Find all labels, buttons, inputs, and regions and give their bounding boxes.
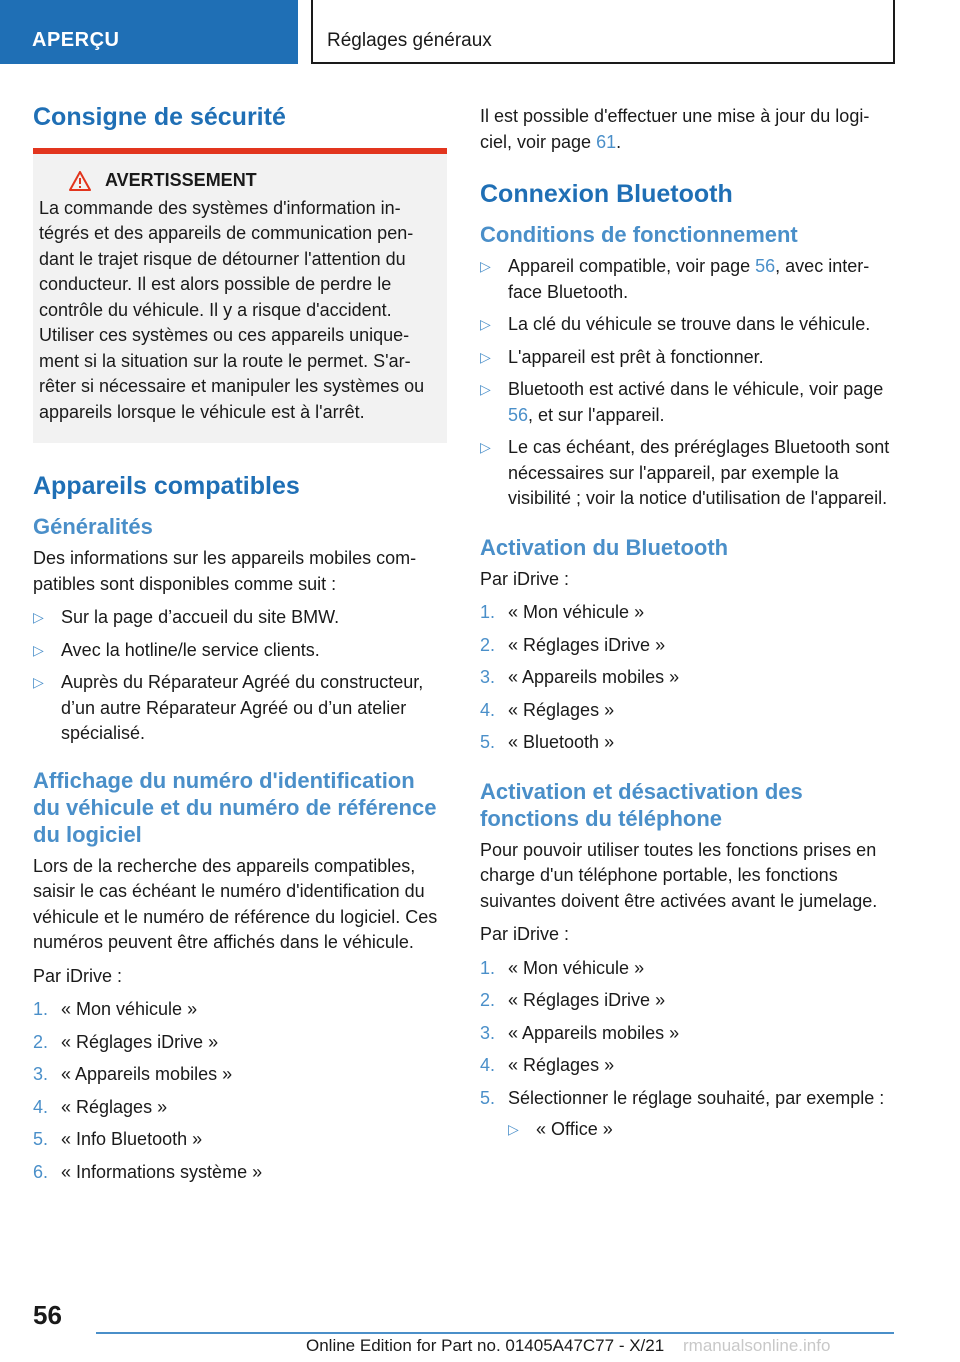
list-item: 3. « Appareils mobiles » bbox=[480, 1022, 680, 1043]
vin-text: Lors de la recherche des appareils compatibles, saisir le cas échéant le numéro d'identification du véhicule et le numéro de référence du logiciel. Ces numéros peuvent être affichés dans le véhicule. bbox=[33, 855, 438, 952]
warning-text: La commande des systèmes d'information intégrés et des appareils de communication pendant le trajet risque de détourner l'attention du conducteur. Il est alors possible de perdre le contrôle du véhicule. Il y a risque d'accident. Utiliser ces systèmes ou ces appareils uniquement si la situation sur la route le permet. S'arrêter si nécessaire et manipuler les systèmes ou appareils lorsque le véhicule est à l'arrêt. bbox=[39, 197, 425, 422]
heading-safety: Consigne de sécurité bbox=[33, 103, 286, 131]
triangle-right-icon: ▷ bbox=[480, 258, 491, 274]
list-item: 4. « Réglages » bbox=[480, 699, 615, 720]
list-item: 2. « Réglages iDrive » bbox=[480, 990, 666, 1010]
triangle-right-icon: ▷ bbox=[480, 348, 491, 365]
list-item: ▷ Appareil compatible, voir page 56, avec interface Bluetooth. bbox=[480, 256, 870, 302]
phone-text: Pour pouvoir utiliser toutes les fonctions prises en charge d'un téléphone portable, les fonctions suivantes doivent être activées avant le jumelage. bbox=[480, 839, 878, 911]
list-item: ▷ Avec la hotline/le service clients. bbox=[33, 638, 447, 664]
list-item: 3. « Appareils mobiles » bbox=[480, 667, 680, 687]
triangle-right-icon: ▷ bbox=[480, 381, 491, 397]
list-item: ▷ La clé du véhicule se trouve dans le véhicule. bbox=[480, 312, 895, 338]
list-item: 4. « Réglages » bbox=[480, 1055, 615, 1075]
heading-activation: Activation du Bluetooth bbox=[480, 534, 729, 560]
section-tab: APERÇU bbox=[0, 0, 298, 64]
phone-idrive: Par iDrive : bbox=[480, 924, 570, 944]
list-item: 1. « Mon véhicule » bbox=[480, 602, 645, 622]
page-link[interactable]: 56 bbox=[508, 404, 529, 425]
right-column bbox=[480, 104, 895, 1153]
heading-conditions: Conditions de fonctionnement bbox=[480, 222, 798, 247]
general-list bbox=[33, 605, 447, 747]
update-text: Il est possible d'effectuer une mise à jour du logiciel, voir page 61. bbox=[480, 106, 870, 152]
list-item: 5. Sélectionner le réglage souhaité, par exemple : ▷ « Office » bbox=[480, 1086, 895, 1143]
sub-list bbox=[508, 1117, 895, 1143]
list-item: ▷ Bluetooth est activé dans le véhicule, voir page 56, et sur l'appareil. bbox=[480, 379, 884, 425]
list-item: ▷ Sur la page d’accueil du site BMW. bbox=[33, 605, 447, 631]
page-link[interactable]: 56 bbox=[755, 256, 776, 276]
triangle-right-icon: ▷ bbox=[480, 316, 491, 332]
act-idrive: Par iDrive : bbox=[480, 568, 570, 589]
heading-phone-functions: Activation et désactivation des fonctions du téléphone bbox=[480, 778, 803, 831]
triangle-right-icon: ▷ bbox=[33, 609, 44, 625]
footer-watermark: rmanualsonline.info bbox=[683, 1336, 831, 1355]
list-item: 6. « Informations système » bbox=[33, 1161, 263, 1182]
triangle-right-icon: ▷ bbox=[508, 1121, 519, 1137]
chapter-title: Réglages généraux bbox=[311, 0, 895, 64]
warning-box bbox=[33, 148, 447, 443]
warning-triangle-icon bbox=[69, 171, 91, 191]
heading-compatible: Appareils compatibles bbox=[33, 472, 300, 500]
triangle-right-icon: ▷ bbox=[33, 674, 44, 690]
list-item: ▷ Auprès du Réparateur Agréé du constructeur, d’un autre Réparateur Agréé ou d’un atelier spécialisé. bbox=[33, 672, 424, 743]
heading-bluetooth: Connexion Bluetooth bbox=[480, 180, 733, 208]
list-item: 2. « Réglages iDrive » bbox=[480, 634, 666, 655]
warning-title bbox=[39, 168, 435, 194]
list-item: ▷ Le cas échéant, des préréglages Bluetooth sont nécessaires sur l'appareil, par exemple la visibilité ; voir la notice d'utilisation de l'appareil. bbox=[480, 437, 890, 508]
list-item: ▷ « Office » bbox=[508, 1117, 895, 1143]
page-link[interactable]: 61 bbox=[596, 131, 617, 152]
heading-vin: Affichage du numéro d'identification du véhicule et du numéro de référence du logiciel bbox=[33, 767, 437, 847]
vin-steps bbox=[33, 997, 447, 1185]
list-item: 5. « Info Bluetooth » bbox=[33, 1129, 203, 1149]
list-item: 1. « Mon véhicule » bbox=[480, 957, 645, 978]
warning-title-text: AVERTISSEMENT bbox=[105, 170, 257, 190]
list-item: ▷ L'appareil est prêt à fonctionner. bbox=[480, 345, 895, 371]
footer-edition: Online Edition for Part no. 01405A47C77 - X/21 bbox=[306, 1336, 665, 1355]
triangle-right-icon: ▷ bbox=[480, 439, 491, 455]
list-item: 1. « Mon véhicule » bbox=[33, 999, 198, 1019]
page-number: 56 bbox=[33, 1300, 62, 1330]
conditions-list bbox=[480, 254, 895, 512]
heading-general: Généralités bbox=[33, 514, 153, 539]
list-item: 4. « Réglages » bbox=[33, 1096, 168, 1117]
general-text: Des informations sur les appareils mobiles compatibles sont disponibles comme suit : bbox=[33, 548, 417, 594]
list-item: 5. « Bluetooth » bbox=[480, 732, 615, 752]
list-item: 3. « Appareils mobiles » bbox=[33, 1064, 233, 1084]
vin-idrive: Par iDrive : bbox=[33, 965, 123, 986]
phone-steps bbox=[480, 956, 895, 1143]
footer-divider bbox=[96, 1332, 894, 1334]
triangle-right-icon: ▷ bbox=[33, 641, 44, 658]
left-column bbox=[33, 100, 447, 1195]
act-steps bbox=[480, 600, 895, 756]
list-item: 2. « Réglages iDrive » bbox=[33, 1031, 219, 1052]
